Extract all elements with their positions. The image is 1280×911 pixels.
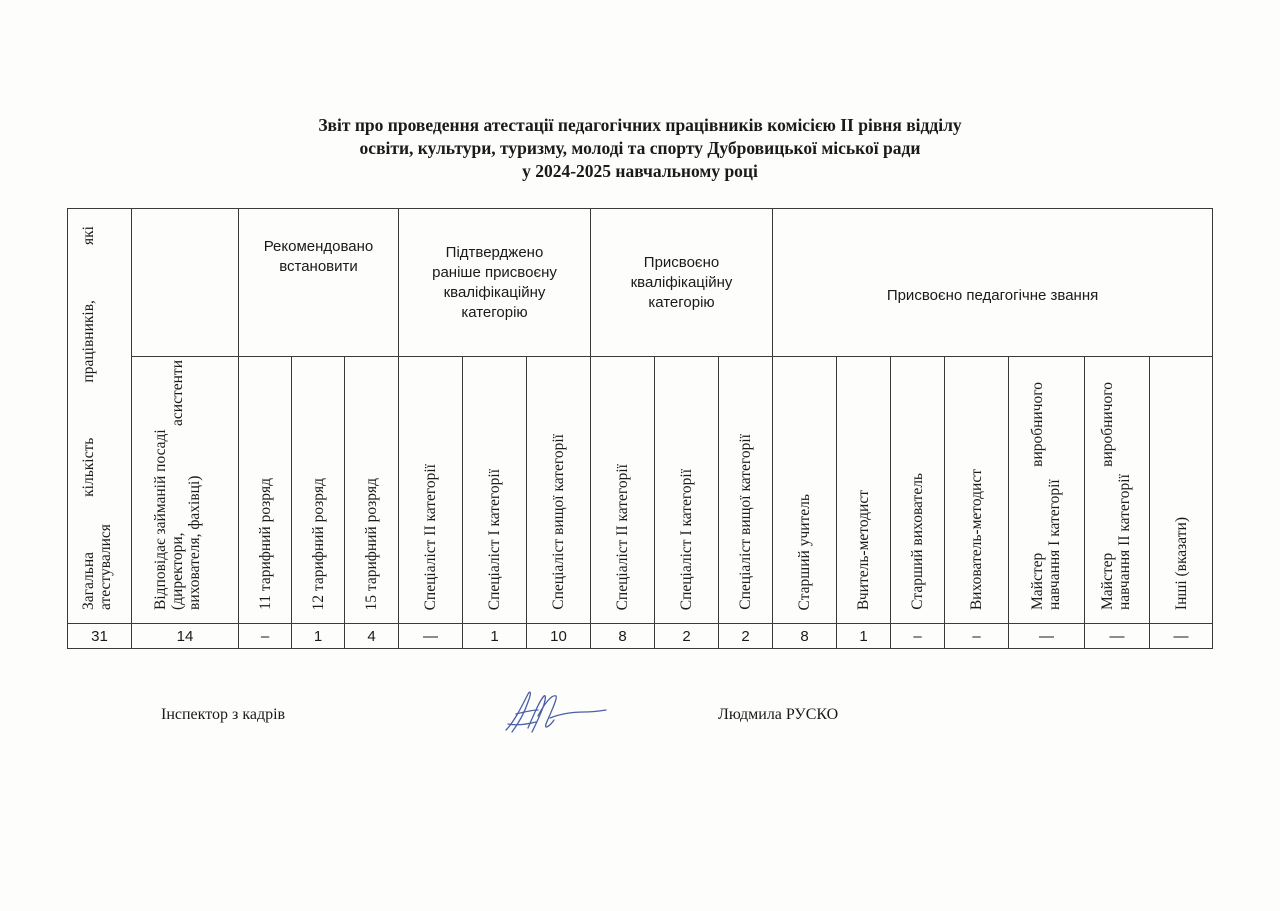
subheader-text-line-1: Майстер виробничого [1028,382,1046,610]
title-line-1: Звіт про проведення атестації педагогічних працівників комісією ІІ рівня відділу [318,115,962,135]
subheader-text: Спеціаліст вищої категорії [737,434,754,610]
inspector-label: Інспектор з кадрів [161,706,286,723]
subheader-teacher-methodist [837,357,891,624]
header-confirmed [399,209,591,357]
header-assigned-category [591,209,773,357]
value-confirmed-cat-2: — [399,624,463,649]
header-position-compliance [132,357,239,624]
value-tariff-11: – [239,624,292,649]
value-assigned-cat-2: 8 [591,624,655,649]
subheader-text-line-2: навчання ІІ категорії [1116,474,1134,610]
attestation-table [67,208,1213,649]
value-senior-teacher: 8 [773,624,837,649]
header-assigned-category-text: Присвоєно кваліфікаційну категорію [630,253,733,311]
position-col-line-2: (директори, асистенти [169,360,186,610]
title-line-3: у 2024-2025 навчальному році [522,161,758,181]
total-col-line-1: Загальна кількість працівників, які [79,226,97,610]
total-col-line-2: атестувалися [96,524,114,610]
subheader-tariff-15 [345,357,399,624]
handwritten-signature [498,684,608,740]
table-row [68,624,1213,649]
subheader-text: Інші (вказати) [1172,516,1190,610]
subheader-assigned-cat-1 [655,357,719,624]
value-educator-methodist: – [945,624,1009,649]
subheader-text: Вихователь-методист [968,468,986,610]
value-confirmed-cat-top: 10 [527,624,591,649]
subheader-confirmed-cat-2 [399,357,463,624]
subheader-educator-methodist [945,357,1009,624]
subheader-master-cat-2 [1085,357,1150,624]
value-master-cat-2: — [1085,624,1150,649]
subheader-text: Спеціаліст вищої категорії [550,434,567,610]
value-confirmed-cat-1: 1 [463,624,527,649]
header-assigned-title: Присвоєно педагогічне звання [773,209,1213,357]
subheader-tariff-12 [292,357,345,624]
value-assigned-cat-1: 2 [655,624,719,649]
subheader-text: 12 тарифний розряд [309,477,327,610]
value-total: 31 [68,624,132,649]
subheader-text: Старший вихователь [909,473,927,610]
subheader-senior-teacher [773,357,837,624]
header-total-workers [68,209,132,624]
subheader-assigned-cat-2 [591,357,655,624]
subheader-text: Спеціаліст І категорії [486,468,503,610]
subheader-tariff-11 [239,357,292,624]
position-col-line-3: вихователя, фахівці) [186,475,203,610]
value-senior-educator: – [891,624,945,649]
subheader-text: Спеціаліст І категорії [678,468,695,610]
subheader-assigned-cat-top [719,357,773,624]
position-col-line-1: Відповідає займаній посаді [152,429,169,610]
value-position: 14 [132,624,239,649]
value-other: — [1150,624,1213,649]
subheader-text: 11 тарифний розряд [256,478,274,610]
title-line-2: освіти, культури, туризму, молоді та спорту Дубровицької міської ради [359,138,921,158]
subheader-master-cat-1 [1009,357,1085,624]
value-teacher-methodist: 1 [837,624,891,649]
report-title [0,114,1280,183]
header-confirmed-text: Підтверджено раніше присвоєну кваліфікаційну категорію [432,243,557,321]
subheader-text: Старший учитель [796,493,814,610]
subheader-text-line-1: Майстер виробничого [1099,382,1117,610]
subheader-text: Вчитель-методист [855,489,873,610]
subheader-confirmed-cat-top [527,357,591,624]
value-tariff-15: 4 [345,624,399,649]
subheader-text: Спеціаліст ІІ категорії [422,463,439,610]
subheader-confirmed-cat-1 [463,357,527,624]
subheader-other [1150,357,1213,624]
header-empty-cell [132,209,239,357]
value-master-cat-1: — [1009,624,1085,649]
header-recommended: Рекомендовано встановити [239,209,399,357]
subheader-text-line-2: навчання І категорії [1045,479,1063,610]
subheader-senior-educator [891,357,945,624]
subheader-text: 15 тарифний розряд [363,477,380,610]
value-tariff-12: 1 [292,624,345,649]
signatory-name: Людмила РУСКО [718,706,839,723]
subheader-text: Спеціаліст ІІ категорії [614,463,631,610]
value-assigned-cat-top: 2 [719,624,773,649]
